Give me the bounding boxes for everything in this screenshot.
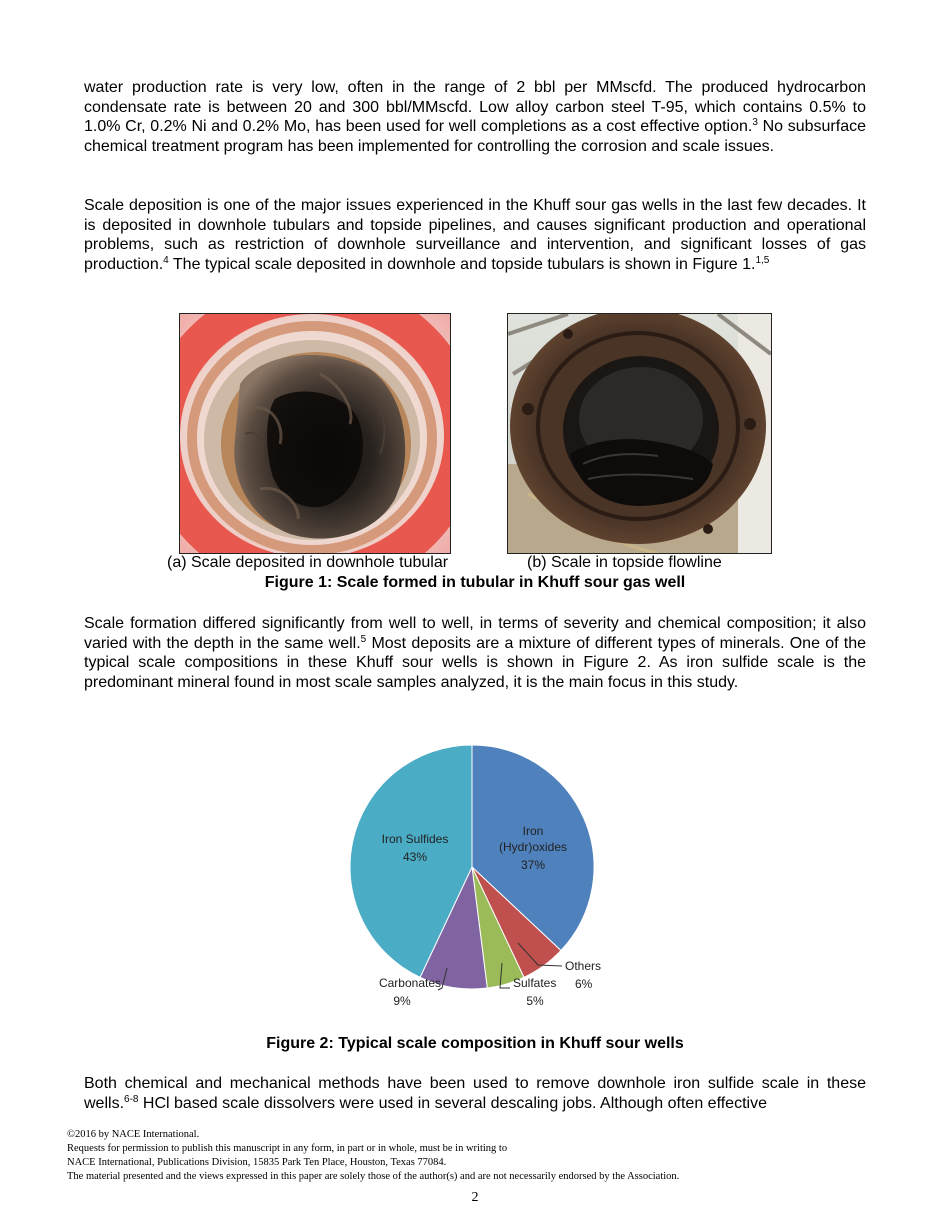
pie-label-carbonates: Carbonates xyxy=(378,976,442,990)
footer-line-2: Requests for permission to publish this manuscript in any form, in part or in whole, must be in writing to xyxy=(67,1143,508,1154)
scale-composition-pie-chart xyxy=(330,730,630,1015)
paragraph-2 xyxy=(84,196,866,274)
pie-label-sulfates: Sulfates xyxy=(513,976,557,990)
pie-slices xyxy=(350,745,594,989)
pie-label-iron-sulfides: Iron Sulfides xyxy=(381,832,449,846)
page-number: 2 xyxy=(471,1190,479,1205)
figure-2-title: Figure 2: Typical scale composition in Khuff sour wells xyxy=(266,1035,684,1052)
pie-value-iron-sulfides: 43% xyxy=(402,850,428,864)
pie-label-iron-hydr-oxides: Iron xyxy=(522,824,544,838)
citation-6-8: 6-8 xyxy=(124,1093,139,1105)
topside-flowline-illustration xyxy=(508,314,771,553)
figure-1a-caption: (a) Scale deposited in downhole tubular xyxy=(167,554,449,571)
pie-value-carbonates: 9% xyxy=(393,994,411,1008)
figure-1b-caption: (b) Scale in topside flowline xyxy=(527,554,722,571)
pie-value-iron-hydr-oxides: 37% xyxy=(520,858,546,872)
paragraph-4 xyxy=(84,1074,866,1113)
paragraph-1 xyxy=(84,78,866,156)
citation-4: 4 xyxy=(163,254,169,266)
paragraph-3 xyxy=(84,614,866,692)
pie-value-others: 6% xyxy=(575,977,593,991)
paragraph-1-text-b: No subsurface chemical treatment program has been implemented for controlling the corrosion and scale issues. xyxy=(84,118,866,155)
paragraph-3-text-b: Most deposits are a mixture of different types of minerals. One of the typical scale compositions in these Khuff sour wells is shown in Figure 2. As iron sulfide scale is the predominant mineral found in most scale samples analyzed, it is the main focus in this study. xyxy=(84,634,866,691)
pie-value-sulfates: 5% xyxy=(526,994,544,1008)
paragraph-3-text-a: Scale formation differed significantly from well to well, in terms of severity and chemical composition; it also varied with the depth in the same well. xyxy=(84,615,866,652)
figure-1b-photo xyxy=(507,313,772,554)
downhole-tubular-illustration xyxy=(180,314,450,553)
footer-line-3: NACE International, Publications Division, 15835 Park Ten Place, Houston, Texas 77084. xyxy=(67,1157,447,1168)
footer-line-4: The material presented and the views expressed in this paper are solely those of the author(s) and are not necessarily endorsed by the Association. xyxy=(67,1171,680,1182)
copyright-footer xyxy=(67,1128,927,1184)
citation-5: 5 xyxy=(360,633,367,645)
pie-label-others: Others xyxy=(565,959,602,973)
figure-1-title: Figure 1: Scale formed in tubular in Khuff sour gas well xyxy=(264,574,686,591)
paragraph-1-text-a: water production rate is very low, often in the range of 2 bbl per MMscfd. The produced hydrocarbon condensate rate is between 20 and 300 bbl/MMscfd. Low alloy carbon steel T-95, which contains 0.5% to 1.0% Cr, 0.2% Ni and 0.2% Mo, has been used for well completions as a cost effective option. xyxy=(84,79,866,136)
paragraph-4-text-b: HCl based scale dissolvers were used in several descaling jobs. Although often effective xyxy=(138,1094,767,1112)
paragraph-4-text-a: Both chemical and mechanical methods have been used to remove downhole iron sulfide scale in these wells. xyxy=(84,1075,866,1112)
paragraph-2-text-a: Scale deposition is one of the major issues experienced in the Khuff sour gas wells in the last few decades. It is deposited in downhole tubulars and topside pipelines, and causes significant production and operational problems, such as restriction of downhole surveillance and intervention, and significant losses of gas production. xyxy=(84,197,866,273)
paragraph-2-text-b: The typical scale deposited in downhole and topside tubulars is shown in Figure 1. xyxy=(168,255,756,273)
citation-1-5: 1,5 xyxy=(755,254,770,266)
pie-label-iron-hydr-oxides: (Hydr)oxides xyxy=(498,840,568,854)
citation-3: 3 xyxy=(752,117,758,129)
footer-line-1: ©2016 by NACE International. xyxy=(67,1129,200,1140)
figure-1a-photo xyxy=(179,313,451,554)
